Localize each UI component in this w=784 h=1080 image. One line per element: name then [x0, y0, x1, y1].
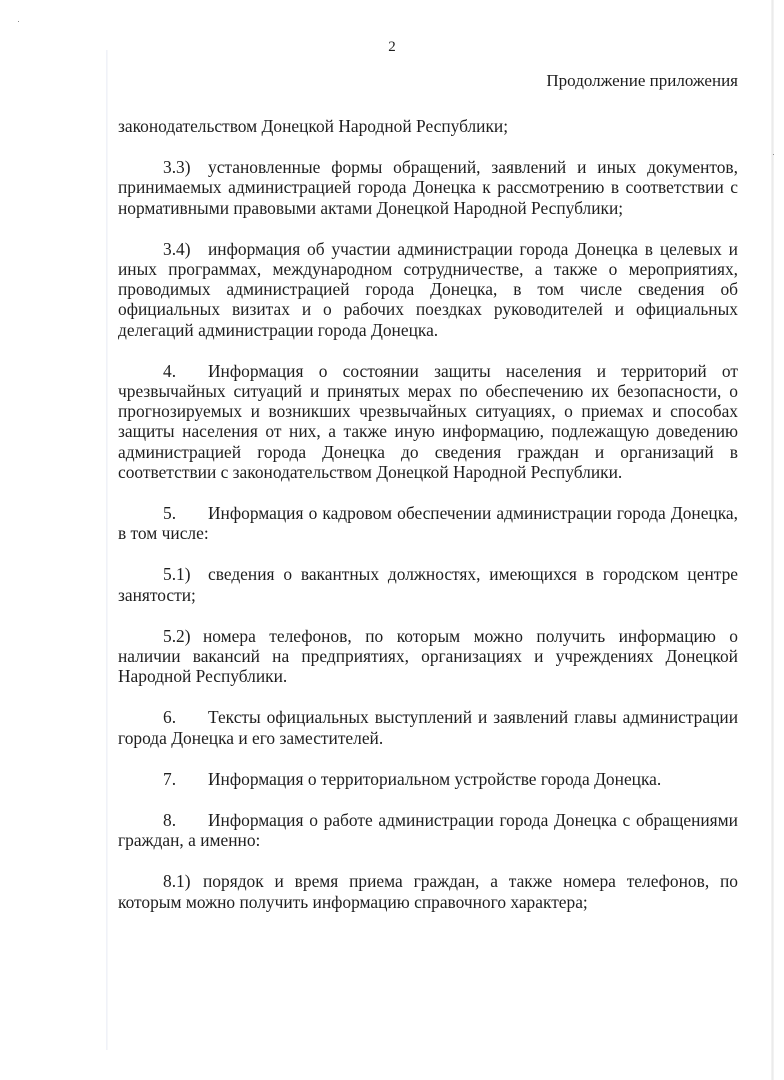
paragraph-number: 3.3): [163, 157, 191, 178]
paragraph-number: 8.: [163, 810, 177, 831]
paragraph-text: порядок и время приема граждан, а также номера телефонов, по которым можно получить информацию справочного характера;: [118, 871, 738, 912]
paragraph-5-2: [118, 626, 738, 687]
paragraph-text: установленные формы обращений, заявлений и иных документов, принимаемых администрацией города Донецка к рассмотрению в соответствии с нормативными правовыми актами Донецкой Народной Республики;: [118, 157, 738, 218]
document-body: [118, 116, 738, 933]
paragraph-text: информация об участии администрации города Донецка в целевых и иных программах, международном сотрудничестве, а также о мероприятиях, проводимых администрацией города Донецка, в том числе сведения об официальных визитах и о рабочих поездках руководителей и официальных делегаций администрации города Донецка.: [118, 238, 738, 340]
paragraph-number: 7.: [163, 768, 177, 789]
paragraph-7: [118, 769, 738, 789]
paragraph-text: Тексты официальных выступлений и заявлений главы администрации города Донецка и его заместителей.: [118, 707, 738, 748]
scan-right-edge-shadow: [771, 0, 774, 1080]
paragraph-8: [118, 810, 738, 850]
scan-speck: [773, 154, 774, 155]
page-number: 2: [388, 39, 396, 55]
paragraph-number: 5.: [163, 503, 177, 524]
paragraph-4: [118, 361, 738, 482]
paragraph-text: Информация о кадровом обеспечении администрации города Донецка, в том числе:: [118, 503, 738, 544]
paragraph-number: 4.: [163, 360, 177, 381]
scan-left-edge-shadow: [106, 50, 108, 1050]
paragraph-3-3: [118, 157, 738, 218]
paragraph-5: [118, 503, 738, 543]
paragraph-8-1: [118, 871, 738, 911]
appendix-continuation-header: Продолжение приложения: [546, 71, 738, 90]
paragraph-6: [118, 707, 738, 747]
paragraph-text: Информация о территориальном устройстве города Донецка.: [208, 768, 662, 789]
paragraph-number: 3.4): [163, 238, 191, 259]
paragraph-text: Информация о состоянии защиты населения и территорий от чрезвычайных ситуаций и принятых мерах по обеспечению их безопасности, о прогнозируемых и возникших чрезвычайных ситуациях, о приемах и способах защиты населения от них, а также иную информацию, подлежащую доведению администрацией города Донецка до сведения граждан и организаций в соответствии с законодательством Донецкой Народной Республики.: [118, 360, 738, 482]
paragraph-text: Информация о работе администрации города Донецка с обращениями граждан, а именно:: [118, 810, 738, 851]
paragraph-continuation: [118, 116, 738, 136]
paragraph-3-4: [118, 239, 738, 340]
paragraph-number: 6.: [163, 707, 177, 728]
scan-speck: [18, 21, 19, 22]
paragraph-text: сведения о вакантных должностях, имеющихся в городском центре занятости;: [118, 564, 738, 605]
paragraph-text: законодательством Донецкой Народной Республики;: [118, 116, 509, 136]
paragraph-5-1: [118, 564, 738, 604]
paragraph-number: 5.1): [163, 564, 191, 585]
paragraph-number: 5.2): [163, 625, 191, 646]
paragraph-text: номера телефонов, по которым можно получить информацию о наличии вакансий на предприятиях, организациях и учреждениях Донецкой Народной Республики.: [118, 625, 738, 687]
paragraph-number: 8.1): [163, 871, 191, 892]
